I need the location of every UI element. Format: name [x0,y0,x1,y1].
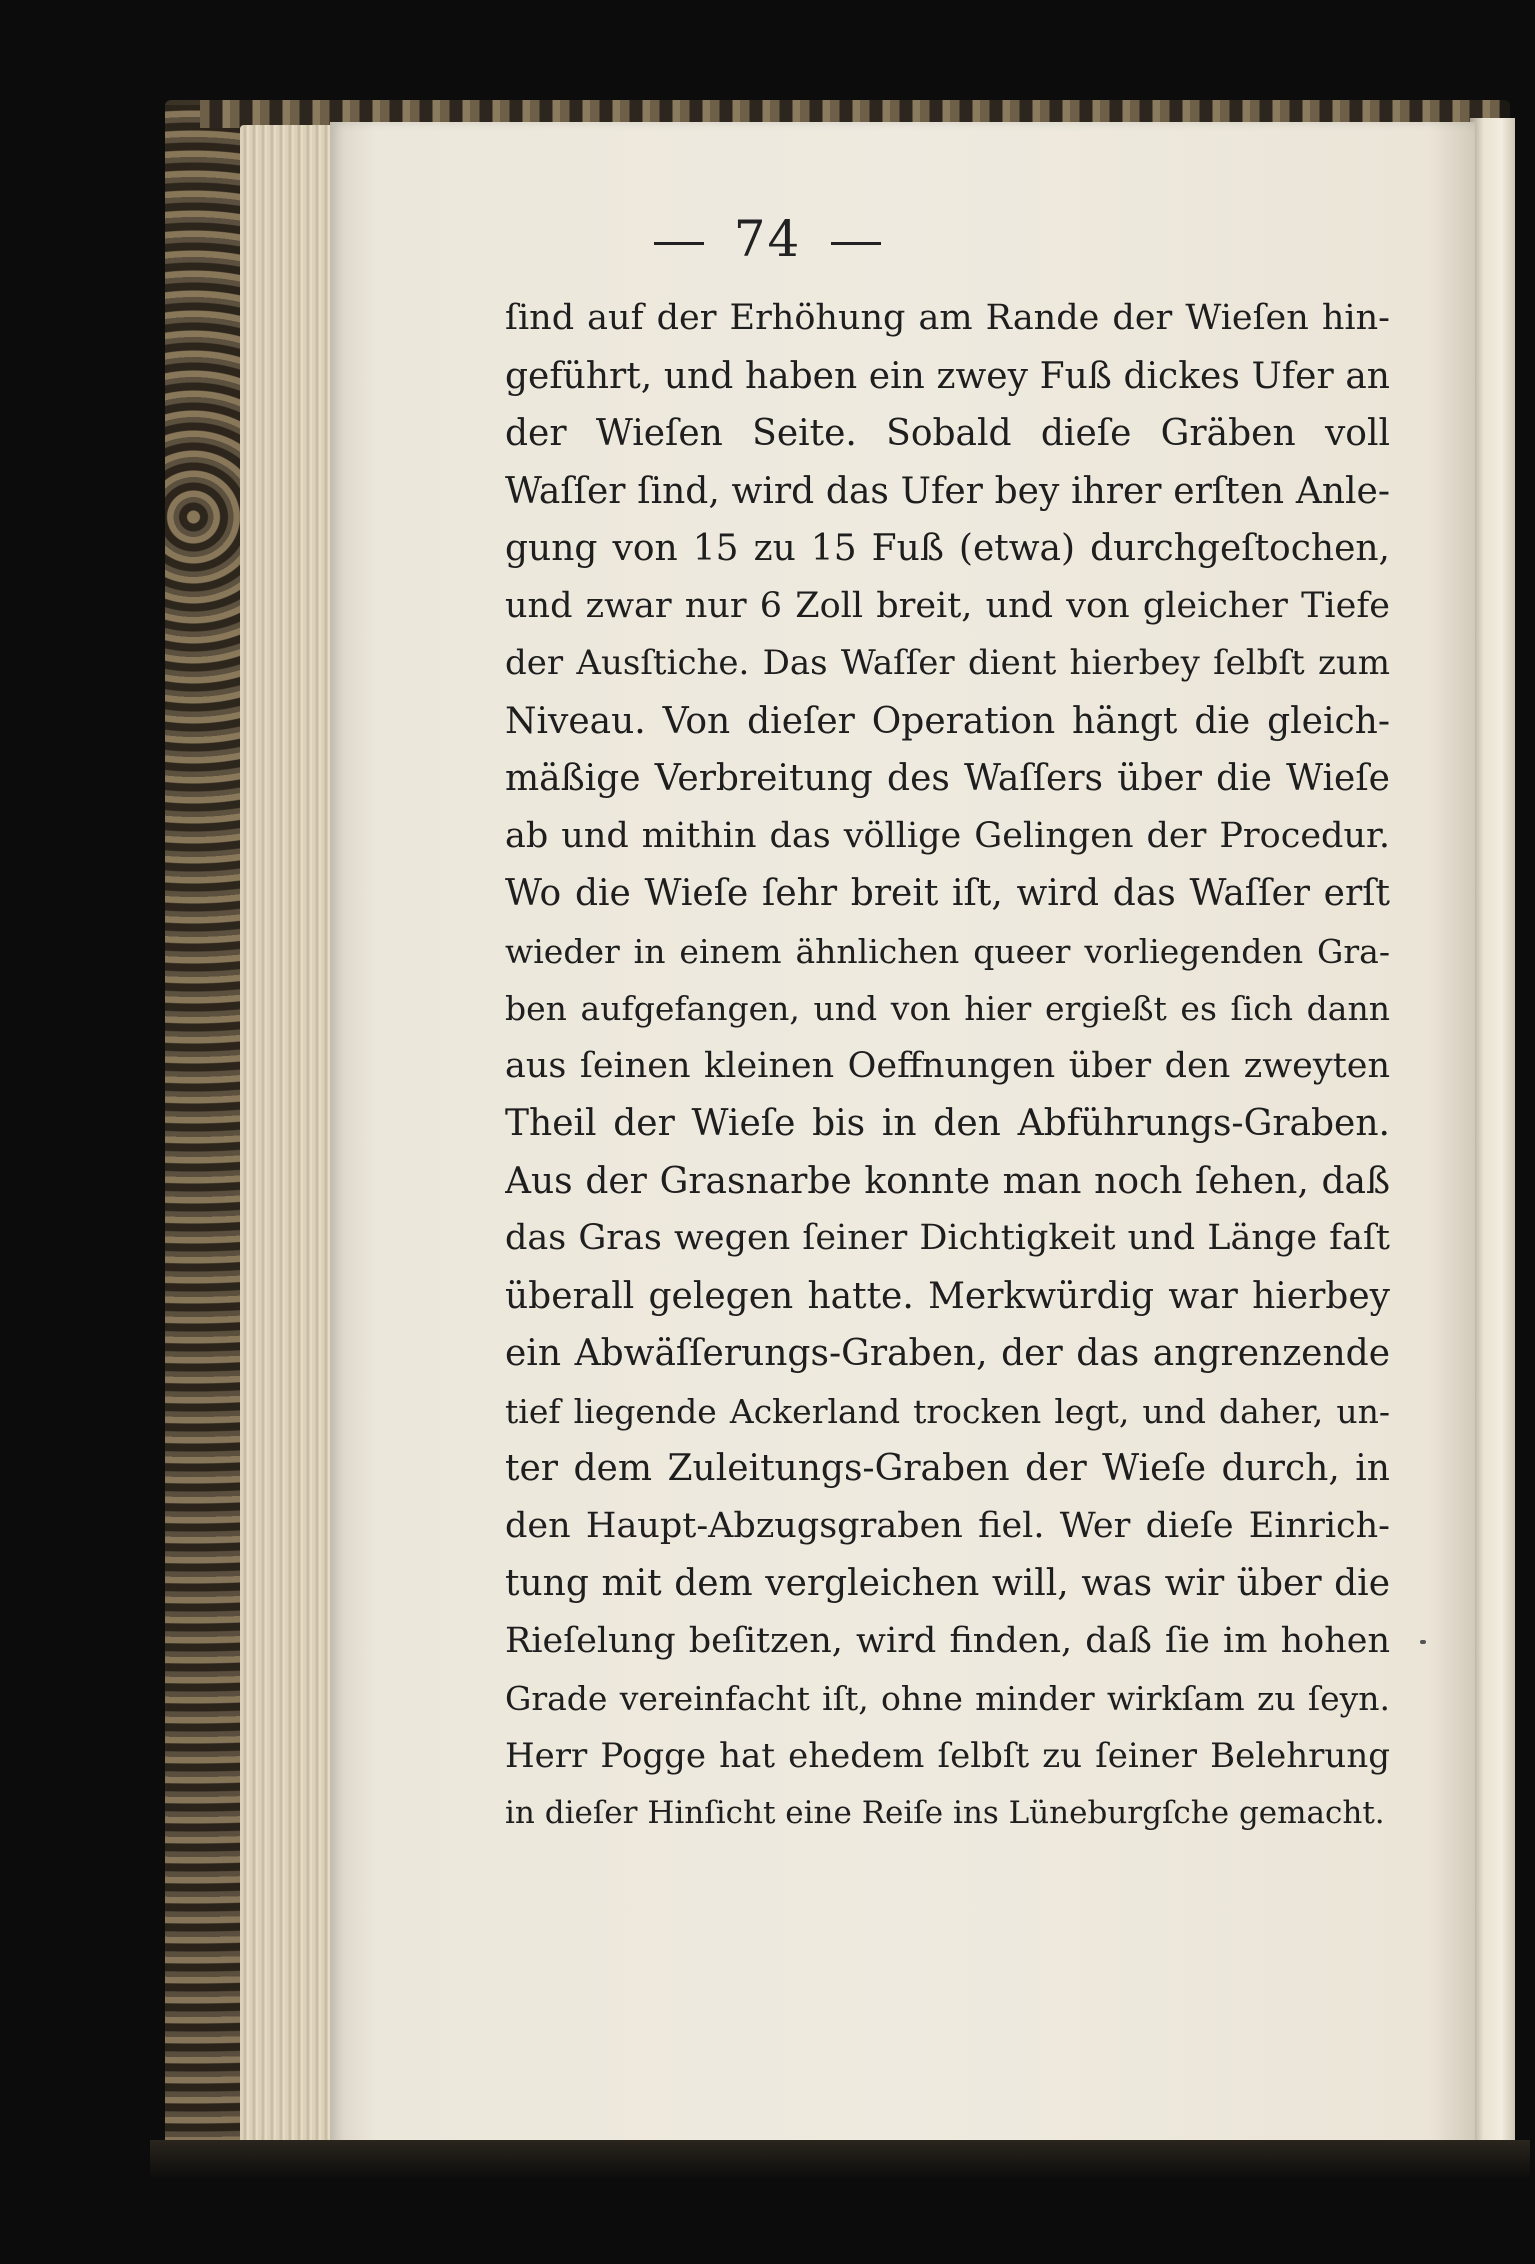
page-number: 74 [733,210,802,268]
text-line: Waſſer ſind, wird das Ufer bey ihrer erſten Anle- [505,470,1390,512]
text-line: ein Abwäſſerungs-Graben, der das angrenzende [505,1333,1390,1374]
text-line: aus ſeinen kleinen Oeffnungen über den zweyten [505,1045,1390,1086]
text-line: Herr Pogge hat ehedem ſelbſt zu ſeiner Belehrung [505,1735,1390,1776]
page-header [0,210,1535,268]
text-line: der Wieſen Seite. Sobald dieſe Gräben voll [505,413,1390,454]
text-line: Theil der Wieſe bis in den Abführungs-Graben. [505,1103,1390,1144]
text-line: Niveau. Von dieſer Operation hängt die gleich- [505,700,1390,742]
text-line: ab und mithin das völlige Gelingen der Procedur. [505,815,1390,856]
book-bottom-shadow [150,2140,1530,2180]
text-line: mäßige Verbreitung des Waſſers über die Wieſe [505,758,1390,799]
text-line: tief liegende Ackerland trocken legt, und daher, un- [505,1391,1390,1431]
body-text [505,290,1390,1843]
text-line: wieder in einem ähnlichen queer vorliegenden Gra- [505,931,1390,971]
text-line: in dieſer Hinſicht eine Reiſe ins Lüneburgſche gemacht. [505,1795,1385,1831]
text-line: Aus der Grasnarbe konnte man noch ſehen, daß [505,1160,1390,1202]
text-line: der Ausſtiche. Das Waſſer dient hierbey ſelbſt zum [505,643,1390,683]
page-block-edges [240,125,340,2145]
header-dash-left [654,242,704,245]
text-line: und zwar nur 6 Zoll breit, und von gleicher Tiefe [505,585,1390,626]
text-line: ſind auf der Erhöhung am Rande der Wieſen hin- [505,298,1390,338]
text-line: ben aufgefangen, und von hier ergießt es ſich dann [505,989,1390,1028]
text-line: den Haupt-Abzugsgraben fiel. Wer dieſe Einrich- [505,1505,1390,1546]
paper-speck [1420,1640,1426,1644]
text-line: ter dem Zuleitungs-Graben der Wieſe durch, in [505,1448,1390,1489]
header-dash-right [831,242,881,245]
text-line: Wo die Wieſe ſehr breit iſt, wird das Waſſer erſt [505,873,1390,914]
text-line: gung von 15 zu 15 Fuß (etwa) durchgeſtochen, [505,528,1390,569]
facing-page-edge [1470,118,1515,2158]
text-line: das Gras wegen ſeiner Dichtigkeit und Länge faſt [505,1218,1390,1258]
text-line: Rieſelung beſitzen, wird finden, daß ſie im hohen [505,1620,1390,1661]
text-line: überall gelegen hatte. Merkwürdig war hierbey [505,1275,1390,1317]
text-line: geführt, und haben ein zwey Fuß dickes Ufer an [505,355,1390,397]
text-line: tung mit dem vergleichen will, was wir über die [505,1563,1390,1604]
text-line: Grade vereinfacht iſt, ohne minder wirkſam zu ſeyn. [505,1679,1390,1718]
